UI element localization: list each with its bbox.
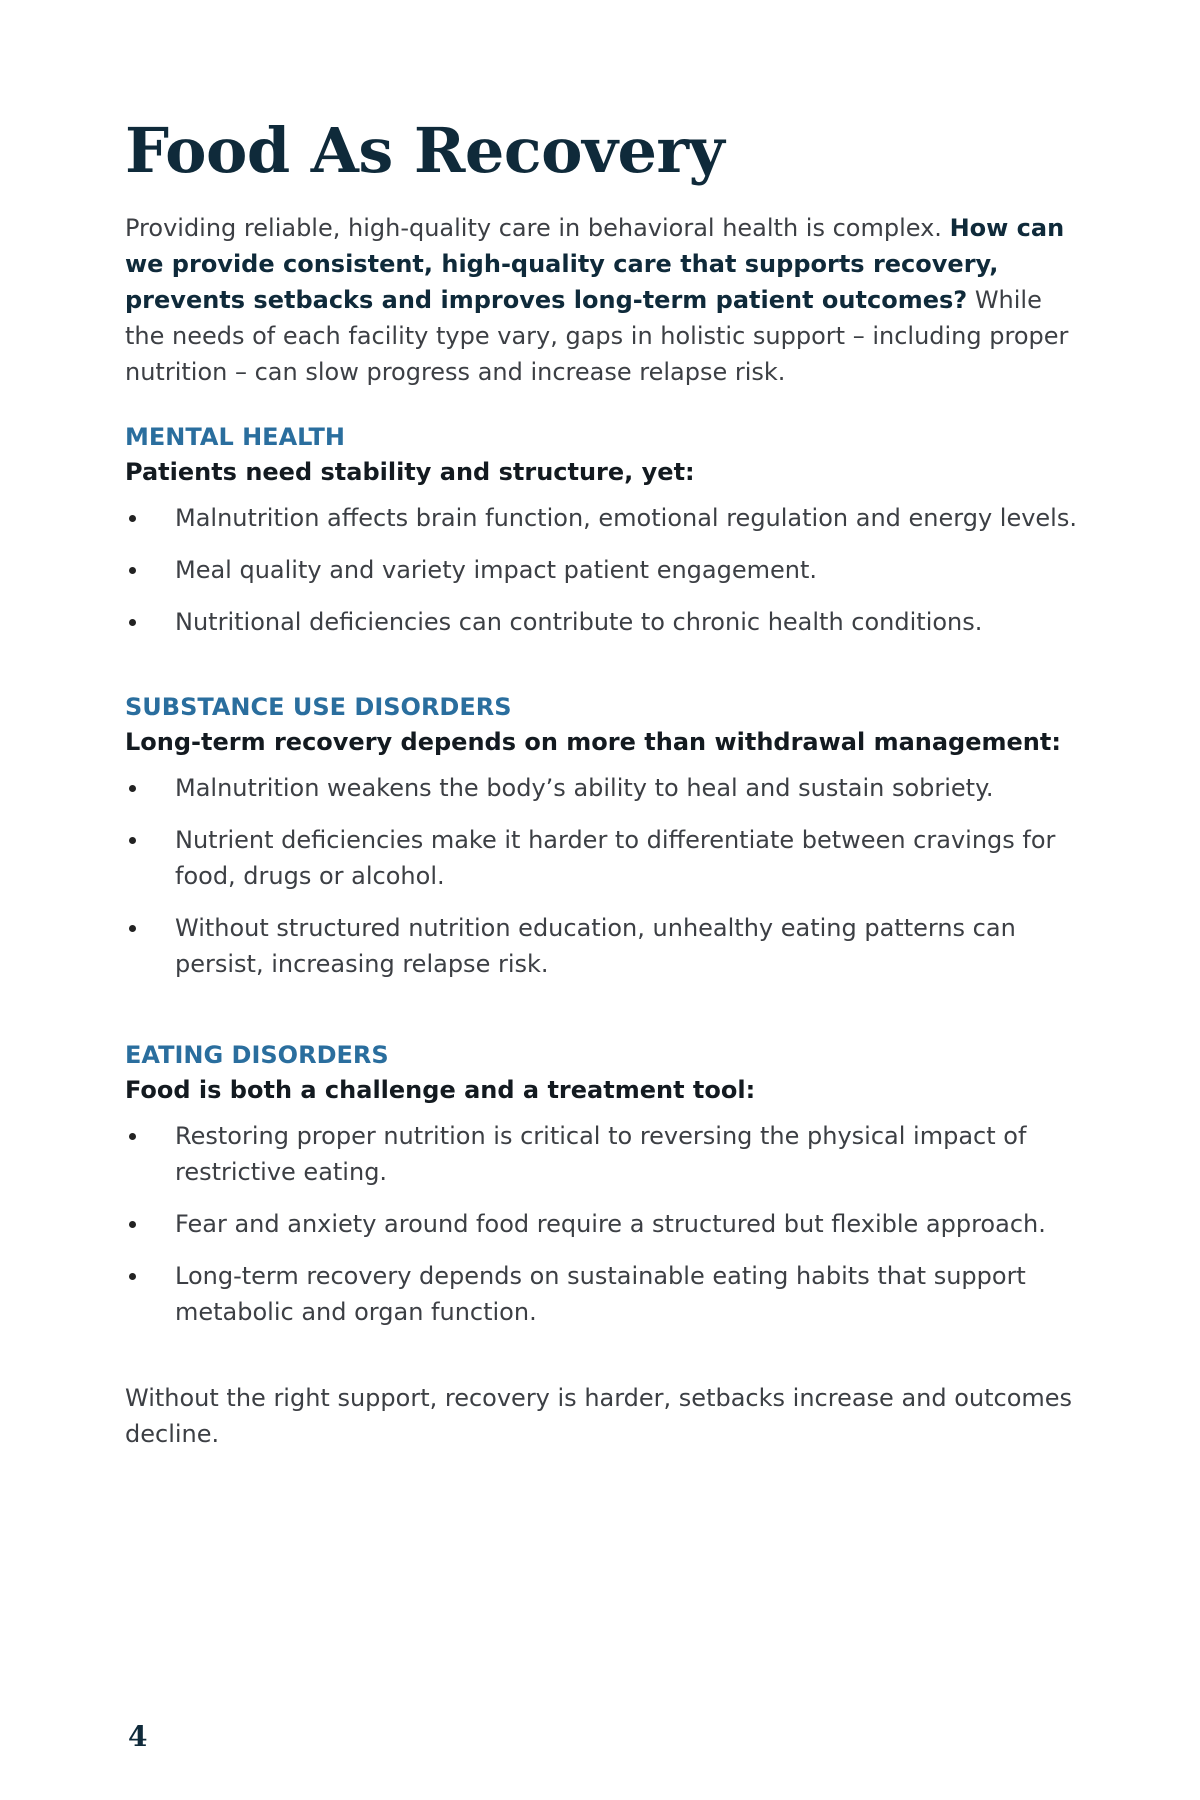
bullet-dot-icon: [129, 567, 136, 574]
list-item-text: Long-term recovery depends on sustainable eating habits that support metabolic and organ function.: [175, 1262, 1026, 1326]
intro-lead: Providing reliable, high-quality care in behavioral health is complex.: [125, 214, 950, 242]
list-item-text: Nutritional deficiencies can contribute to chronic health conditions.: [175, 608, 983, 636]
list-item: [125, 552, 1085, 588]
section-heading: EATING DISORDERS: [125, 1041, 389, 1069]
bullet-dot-icon: [129, 925, 136, 932]
bullet-list: [125, 770, 1085, 982]
intro-bold-question: How can we provide consistent, high-quality care that supports recovery, prevents setbacks and improves long-term patient outcomes?: [125, 214, 1065, 314]
section-subheading: Patients need stability and structure, yet:: [125, 458, 695, 486]
bullet-dot-icon: [129, 785, 136, 792]
list-item: [125, 604, 1085, 640]
bullet-dot-icon: [129, 1221, 136, 1228]
section-substance-use-disorders: [125, 690, 1085, 982]
list-item-text: Restoring proper nutrition is critical to reversing the physical impact of restrictive eating.: [175, 1122, 1027, 1186]
section-subheading: Food is both a challenge and a treatment tool:: [125, 1076, 756, 1104]
intro-paragraph: [125, 210, 1085, 390]
section-mental-health: [125, 420, 1085, 640]
list-item: [125, 1258, 1085, 1330]
bullet-dot-icon: [129, 619, 136, 626]
bullet-list: [125, 1118, 1085, 1330]
list-item-text: Malnutrition weakens the body’s ability to heal and sustain sobriety.: [175, 774, 994, 802]
list-item-text: Meal quality and variety impact patient engagement.: [175, 556, 818, 584]
page-title: Food As Recovery: [125, 114, 725, 187]
page-number: 4: [128, 1720, 148, 1753]
page-content: [125, 110, 1085, 1476]
section-subheading: Long-term recovery depends on more than withdrawal management:: [125, 728, 1061, 756]
bullet-dot-icon: [129, 1133, 136, 1140]
list-item: [125, 770, 1085, 806]
section-heading: MENTAL HEALTH: [125, 423, 345, 451]
bullet-dot-icon: [129, 837, 136, 844]
closing-paragraph: Without the right support, recovery is harder, setbacks increase and outcomes decline.: [125, 1384, 1073, 1448]
bullet-dot-icon: [129, 515, 136, 522]
section-heading: SUBSTANCE USE DISORDERS: [125, 693, 512, 721]
bullet-list: [125, 500, 1085, 640]
intro-rest: While the needs of each facility type vary, gaps in holistic support – including proper nutrition – can slow progress and increase relapse risk.: [125, 286, 1069, 386]
bullet-dot-icon: [129, 1273, 136, 1280]
list-item-text: Fear and anxiety around food require a structured but flexible approach.: [175, 1210, 1046, 1238]
list-item: [125, 1118, 1085, 1190]
list-item-text: Without structured nutrition education, unhealthy eating patterns can persist, increasing relapse risk.: [175, 914, 1016, 978]
list-item: [125, 1206, 1085, 1242]
section-eating-disorders: [125, 1038, 1085, 1330]
list-item: [125, 822, 1085, 894]
list-item-text: Nutrient deficiencies make it harder to differentiate between cravings for food, drugs or alcohol.: [175, 826, 1056, 890]
list-item: [125, 500, 1085, 536]
list-item-text: Malnutrition affects brain function, emotional regulation and energy levels.: [175, 504, 1077, 532]
list-item: [125, 910, 1085, 982]
